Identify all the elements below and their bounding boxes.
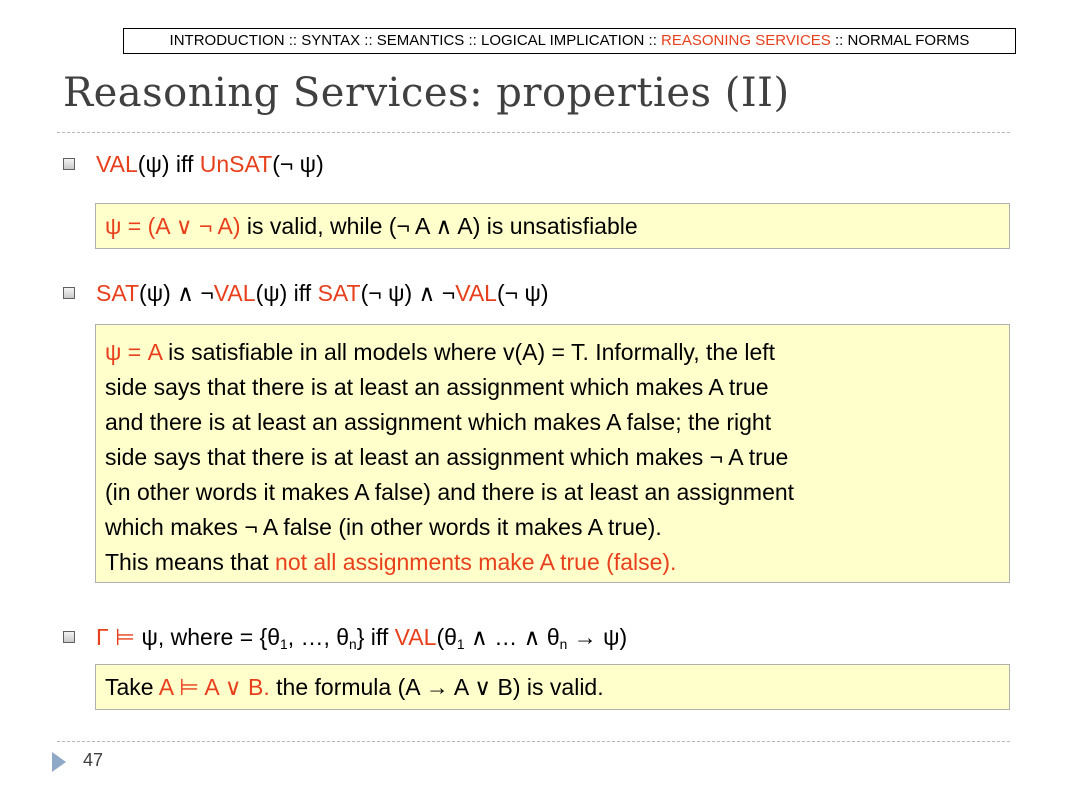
b3-text: , …, θ (287, 624, 350, 650)
box2-line: which makes ¬ A false (in other words it makes A true). (105, 514, 662, 540)
b3-sub: n (559, 637, 568, 652)
nav-sep: :: (360, 32, 377, 49)
sat-term: SAT (96, 280, 140, 306)
val-term: VAL (455, 280, 497, 306)
b1-text: (ψ) iff (137, 151, 200, 177)
box3-text: Take (105, 674, 159, 700)
b2-text: (ψ) iff (255, 280, 318, 306)
val-term: VAL (213, 280, 256, 306)
b3-text: → ψ) (567, 624, 628, 650)
nav-sep: :: (830, 32, 848, 49)
box3-formula: A ⊨ A ∨ B. (158, 674, 270, 700)
box1-text: is valid, while (¬ A ∧ A) is unsatisfiable (240, 213, 638, 239)
b1-text-end: (¬ ψ) (272, 151, 324, 177)
bullet-val-unsat (96, 150, 324, 178)
b2-text: (¬ ψ) (496, 280, 549, 306)
b3-text: (θ (436, 624, 457, 650)
title-divider (57, 132, 1010, 133)
bullet-icon (63, 287, 75, 299)
unsat-term: UnSAT (199, 151, 273, 177)
box2-text: This means that (105, 549, 276, 575)
sat-term: SAT (317, 280, 361, 306)
box3-text: the formula (A → A ∨ B) is valid. (269, 674, 604, 700)
b3-text: } iff (356, 624, 395, 650)
slide-title: Reasoning Services: properties (II) (63, 70, 790, 116)
val-term: VAL (96, 151, 138, 177)
b3-sub: 1 (280, 637, 288, 652)
box2-formula: ψ = A (105, 339, 162, 365)
bullet-icon (63, 158, 75, 170)
b2-text: (¬ ψ) ∧ ¬ (360, 280, 456, 306)
b3-sub: 1 (456, 637, 465, 652)
box1-formula: ψ = (A ∨ ¬ A) (105, 213, 241, 239)
b3-sub: n (349, 637, 357, 652)
footer-divider (57, 741, 1010, 742)
page-number: 47 (83, 750, 104, 770)
next-arrow-icon[interactable] (52, 752, 66, 772)
nav-sep: :: (284, 32, 302, 49)
example-box-1 (95, 203, 1010, 249)
section-navbar (123, 28, 1016, 54)
nav-logical-implication[interactable]: LOGICAL IMPLICATION (480, 32, 645, 49)
b3-text: ψ, where = {θ (135, 624, 280, 650)
nav-normal-forms[interactable]: NORMAL FORMS (847, 32, 970, 49)
box2-text: is satisfiable in all models where v(A) = T. Informally, the left (161, 339, 776, 365)
bullet-icon (63, 631, 75, 643)
nav-sep: :: (644, 32, 662, 49)
nav-reasoning-services[interactable]: REASONING SERVICES (661, 32, 831, 49)
val-term: VAL (394, 624, 437, 650)
box2-highlight: not all assignments make A true (false). (275, 549, 677, 575)
nav-sep: :: (464, 32, 481, 49)
box2-line: side says that there is at least an assignment which makes A true (105, 374, 769, 400)
bullet-gamma-entails (96, 623, 627, 659)
nav-syntax[interactable]: SYNTAX (301, 32, 361, 49)
bullet-sat-val (96, 279, 549, 307)
example-box-2 (95, 324, 1010, 583)
box2-line: and there is at least an assignment which makes A false; the right (105, 409, 772, 435)
b2-text: (ψ) ∧ ¬ (139, 280, 214, 306)
nav-semantics[interactable]: SEMANTICS (376, 32, 465, 49)
box2-line: side says that there is at least an assignment which makes ¬ A true (105, 444, 789, 470)
box2-line: (in other words it makes A false) and there is at least an assignment (105, 479, 795, 505)
example-box-3 (95, 664, 1010, 710)
gamma-entails: Γ ⊨ (96, 624, 136, 650)
nav-introduction[interactable]: INTRODUCTION (169, 32, 285, 49)
b3-text: ∧ … ∧ θ (464, 624, 560, 650)
